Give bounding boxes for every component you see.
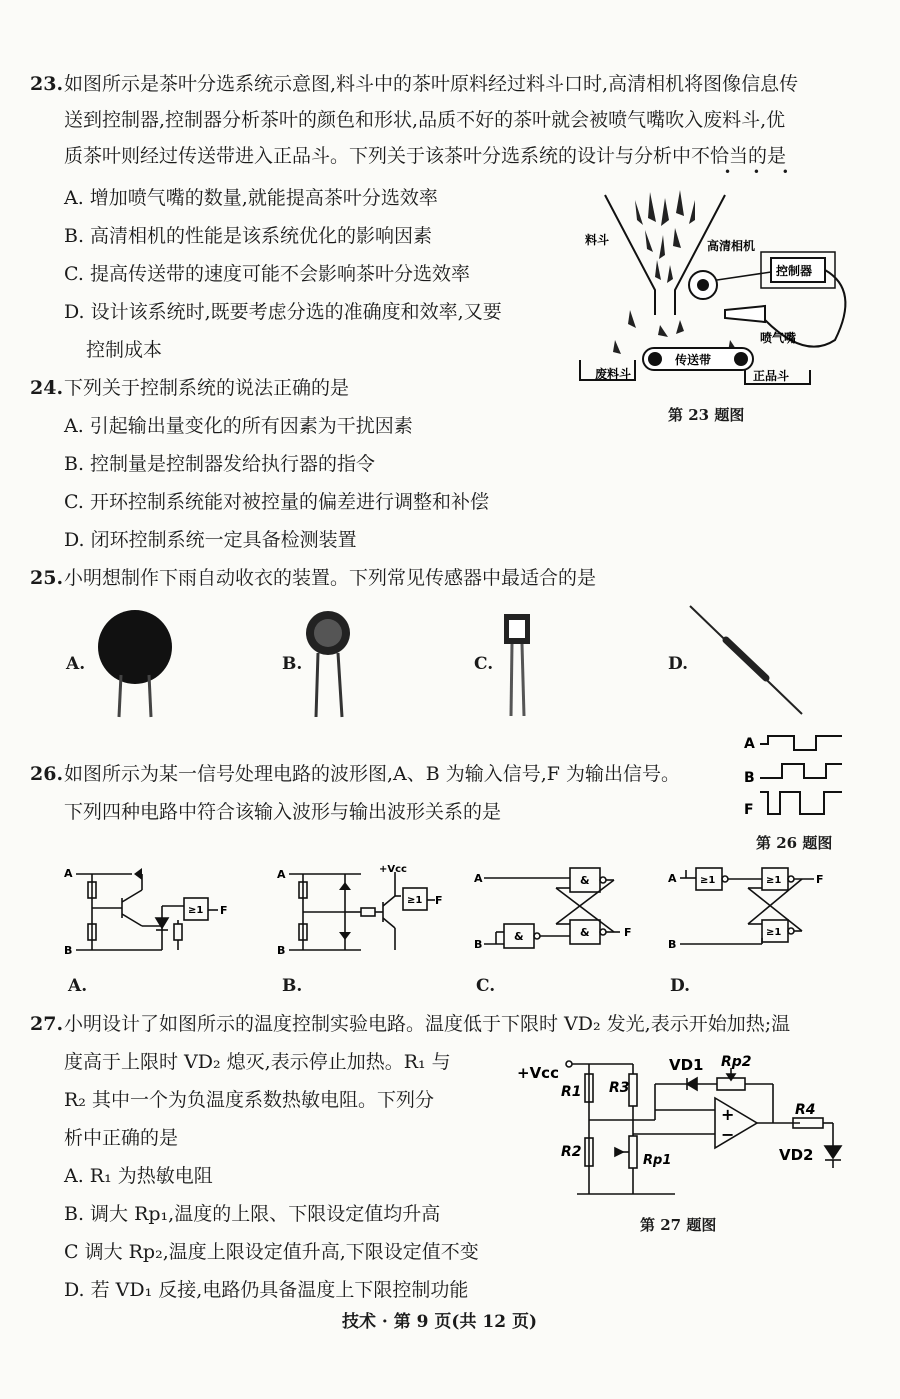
circuit-d-input-b: B <box>668 938 677 951</box>
waste-label: 废料斗 <box>595 367 632 381</box>
q24-option-d: D. 闭环控制系统一定具备检测装置 <box>64 529 357 551</box>
fig27-r1-label: R1 <box>561 1084 582 1100</box>
q24-number: 24. <box>30 377 64 399</box>
q26-option-d-label: D. <box>670 976 691 996</box>
q23-stem-line2: 送到控制器,控制器分析茶叶的颜色和形状,品质不好的茶叶就会被喷气嘴吹入废料斗,优 <box>64 109 786 131</box>
circuit-a-input-a: A <box>64 867 73 880</box>
circuit-c-input-b: B <box>474 938 483 951</box>
q23-emphasis-dots: • • • <box>724 165 798 179</box>
q26-circuit-c <box>470 862 645 962</box>
tea-leaves <box>613 190 738 354</box>
svg-text:−: − <box>721 1125 735 1144</box>
thermistor-sensor-image <box>95 605 175 720</box>
q26-stem-line1: 如图所示为某一信号处理电路的波形图,A、B 为输入信号,F 为输出信号。 <box>64 763 681 785</box>
q23-number: 23. <box>30 73 64 95</box>
circuit-a-output-f: F <box>220 904 228 917</box>
waveform-diagram <box>742 732 852 828</box>
circuit-b-input-b: B <box>277 944 286 957</box>
circuit-b-vcc-label: +Vcc <box>379 864 407 875</box>
fig27-r3-label: R3 <box>609 1080 630 1096</box>
q26-option-a-label: A. <box>68 976 88 996</box>
fig27-r4-label: R4 <box>795 1102 816 1118</box>
q27-option-a: A. R₁ 为热敏电阻 <box>64 1165 213 1187</box>
q24-option-b: B. 控制量是控制器发给执行器的指令 <box>64 453 376 475</box>
q26-circuit-b <box>275 862 450 962</box>
q26-option-b-label: B. <box>282 976 303 996</box>
q27-stem-line4: 析中正确的是 <box>64 1127 179 1149</box>
q27-figure-caption: 第 27 题图 <box>640 1216 717 1234</box>
fig27-vd2-label: VD2 <box>779 1146 814 1164</box>
reed-switch-image <box>686 600 806 720</box>
circuit-b-output-f: F <box>435 894 443 907</box>
nozzle-icon <box>725 306 765 322</box>
q25-option-d-label: D. <box>668 654 689 674</box>
q27-stem-line1: 小明设计了如图所示的温度控制实验电路。温度低于下限时 VD₂ 发光,表示开始加热;温 <box>64 1013 791 1035</box>
tea-sorting-diagram <box>575 180 865 395</box>
wave-f-label: F <box>744 802 754 818</box>
q27-option-d: D. 若 VD₁ 反接,电路仍具备温度上下限控制功能 <box>64 1279 469 1301</box>
q23-stem-line1: 如图所示是茶叶分选系统示意图,料斗中的茶叶原料经过料斗口时,高清相机将图像信息传 <box>64 73 799 95</box>
conveyor-label: 传送带 <box>675 353 712 367</box>
good-label: 正品斗 <box>753 369 790 383</box>
circuit-a-or-label: ≥1 <box>188 905 204 916</box>
camera-label: 高清相机 <box>707 239 756 253</box>
q25-option-a-label: A. <box>66 654 86 674</box>
q26-figure-caption: 第 26 题图 <box>756 834 833 852</box>
wave-b-label: B <box>744 770 755 786</box>
q24-option-a: A. 引起输出量变化的所有因素为干扰因素 <box>64 415 413 437</box>
q26-option-c-label: C. <box>476 976 496 996</box>
q27-option-c: C 调大 Rp₂,温度上限设定值升高,下限设定值不变 <box>64 1241 479 1263</box>
circuit-d-output-f: F <box>816 873 824 886</box>
circuit-d-or-label-1: ≥1 <box>700 875 716 886</box>
q25-number: 25. <box>30 567 64 589</box>
circuit-c-output-f: F <box>624 926 632 939</box>
circuit-a-input-b: B <box>64 944 73 957</box>
q23-option-a: A. 增加喷气嘴的数量,就能提高茶叶分选效率 <box>64 187 438 209</box>
q27-stem-line2: 度高于上限时 VD₂ 熄灭,表示停止加热。R₁ 与 <box>64 1051 451 1073</box>
circuit-c-and-label-1: & <box>580 874 590 887</box>
svg-text:+: + <box>721 1105 735 1124</box>
q26-circuit-d <box>666 862 836 962</box>
q24-option-c: C. 开环控制系统能对被控量的偏差进行调整和补偿 <box>64 491 489 513</box>
photoresistor-sensor-image <box>300 605 360 720</box>
temperature-control-circuit <box>515 1048 855 1198</box>
circuit-c-and-label-2: & <box>580 926 590 939</box>
fig27-vcc-label: +Vcc <box>517 1064 559 1082</box>
circuit-d-or-label-2: ≥1 <box>766 875 782 886</box>
nozzle-label: 喷气嘴 <box>760 331 797 345</box>
q23-figure-caption: 第 23 题图 <box>668 406 745 424</box>
q27-number: 27. <box>30 1013 64 1035</box>
circuit-d-or-label-3: ≥1 <box>766 927 782 938</box>
q24-stem: 下列关于控制系统的说法正确的是 <box>64 377 350 399</box>
fig27-rp2-label: Rp2 <box>721 1054 752 1070</box>
circuit-b-or-label: ≥1 <box>407 895 423 906</box>
circuit-d-input-a: A <box>668 872 677 885</box>
q26-stem-line2: 下列四种电路中符合该输入波形与输出波形关系的是 <box>64 801 502 823</box>
circuit-c-input-a: A <box>474 872 483 885</box>
fig27-vd1-label: VD1 <box>669 1056 704 1074</box>
q27-stem-line3: R₂ 其中一个为负温度系数热敏电阻。下列分 <box>64 1089 434 1111</box>
q23-option-d-line1: D. 设计该系统时,既要考虑分选的准确度和效率,又要 <box>64 301 502 323</box>
q26-number: 26. <box>30 763 64 785</box>
humidity-sensor-image <box>498 610 538 720</box>
q23-option-d-line2: 控制成本 <box>86 339 163 361</box>
q26-circuit-a <box>62 862 232 962</box>
q27-option-b: B. 调大 Rp₁,温度的上限、下限设定值均升高 <box>64 1203 441 1225</box>
q23-stem-line3: 质茶叶则经过传送带进入正品斗。下列关于该茶叶分选系统的设计与分析中不恰当的是 <box>64 145 787 167</box>
controller-label: 控制器 <box>776 264 813 278</box>
page-footer: 技术 · 第 9 页(共 12 页) <box>342 1312 538 1332</box>
circuit-c-and-label-3: & <box>514 930 524 943</box>
hopper-label: 料斗 <box>585 233 610 247</box>
fig27-r2-label: R2 <box>561 1144 582 1160</box>
q25-stem: 小明想制作下雨自动收衣的装置。下列常见传感器中最适合的是 <box>64 567 597 589</box>
q25-option-b-label: B. <box>282 654 303 674</box>
wave-a-label: A <box>744 736 755 752</box>
q25-option-c-label: C. <box>474 654 494 674</box>
fig27-rp1-label: Rp1 <box>643 1153 672 1168</box>
q23-option-c: C. 提高传送带的速度可能不会影响茶叶分选效率 <box>64 263 470 285</box>
q23-option-b: B. 高清相机的性能是该系统优化的影响因素 <box>64 225 433 247</box>
circuit-b-input-a: A <box>277 868 286 881</box>
